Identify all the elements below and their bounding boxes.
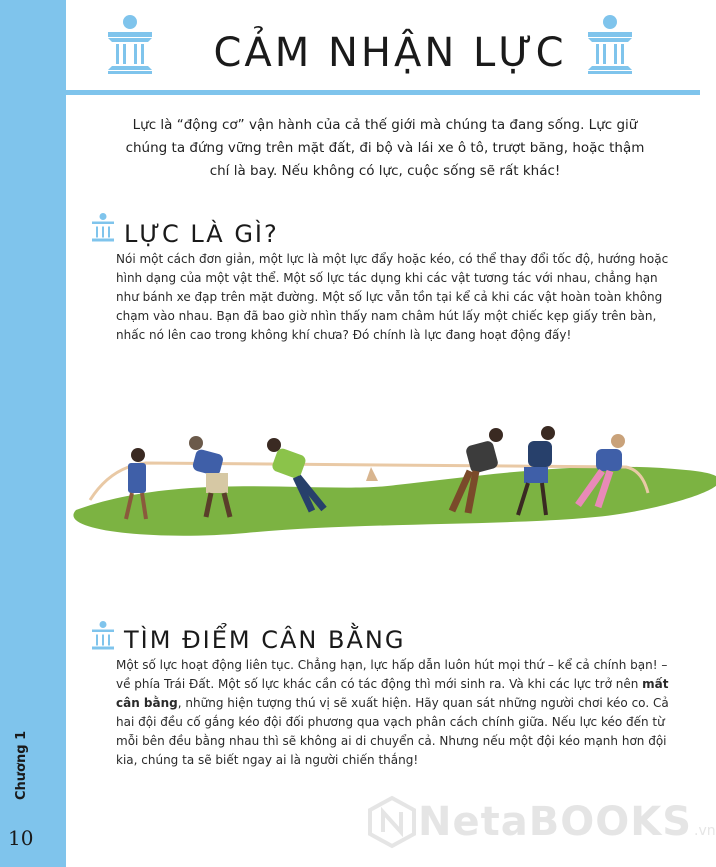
section-body-find-balance bbox=[116, 656, 676, 770]
watermark-suffix: .vn bbox=[694, 823, 716, 839]
netabooks-logo-icon bbox=[366, 796, 418, 848]
rope-knot bbox=[366, 467, 378, 481]
grass-field bbox=[73, 467, 716, 536]
section-body-part1: Một số lực hoạt động liên tục. Chẳng hạn, lực hấp dẫn luôn hút mọi thứ – kể cả chính bạn! – về phía Trái Đất. Một số lực khác cần có tác động thì mới sinh ra. Và khi các lực trở nên bbox=[116, 658, 668, 691]
section-pillar-icon-1 bbox=[90, 212, 116, 244]
watermark-brand: NetaBOOKS bbox=[418, 799, 693, 845]
section-heading-what-is-force: LỰC LÀ GÌ? bbox=[124, 220, 279, 248]
intro-paragraph: Lực là “động cơ” vận hành của cả thế giới mà chúng ta đang sống. Lực giữ chúng ta đứng vững trên mặt đất, đi bộ và lái xe ô tô, trượt băng, hoặc thậm chí là bay. Nếu không có lực, cuộc sống sẽ rất khác! bbox=[125, 117, 645, 179]
watermark bbox=[366, 796, 716, 848]
page-title: CẢM NHẬN LỰC bbox=[213, 30, 567, 76]
section-body-what-is-force: Nói một cách đơn giản, một lực là một lực đẩy hoặc kéo, có thể thay đổi tốc độ, hướng hoặc hình dạng của một vật thể. Một số lực tác dụng khi các vật tương tác với nhau, chẳng hạn như bánh xe đạp trên mặt đường. Một số lực vẫn tồn tại kể cả khi các vật hoàn toàn không chạm vào nhau. Bạn đã bao giờ nhìn thấy nam châm hút lấy một chiếc kẹp giấy trên bàn, nhấc nó lên cao trong không khí chưa? Đó chính là lực đang hoạt động đấy! bbox=[116, 252, 669, 342]
chapter-label: Chương 1 bbox=[14, 730, 29, 800]
pillar-icon-left bbox=[104, 14, 156, 76]
tug-of-war-illustration bbox=[66, 415, 700, 555]
page-number: 10 bbox=[8, 826, 34, 850]
section-body-part2: , những hiện tượng thú vị sẽ xuất hiện. Hãy quan sát những người chơi kéo co. Cả hai đội đều cố gắng kéo đội đối phương qua vạch phân cách chính giữa. Nếu lực kéo đến từ mỗi bên đều bằng nhau thì sẽ không ai di chuyển cả. Nhưng nếu một đội kéo mạnh hơn đội kia, chúng ta sẽ biết ngay ai là người chiến thắng! bbox=[116, 696, 669, 767]
left-sidebar-band bbox=[0, 0, 66, 867]
section-pillar-icon-2 bbox=[90, 620, 116, 652]
section-heading-find-balance: TÌM ĐIỂM CÂN BẰNG bbox=[124, 626, 406, 654]
header-divider bbox=[66, 90, 700, 95]
highlight-unbalanced: mất cân bằng bbox=[116, 677, 669, 710]
